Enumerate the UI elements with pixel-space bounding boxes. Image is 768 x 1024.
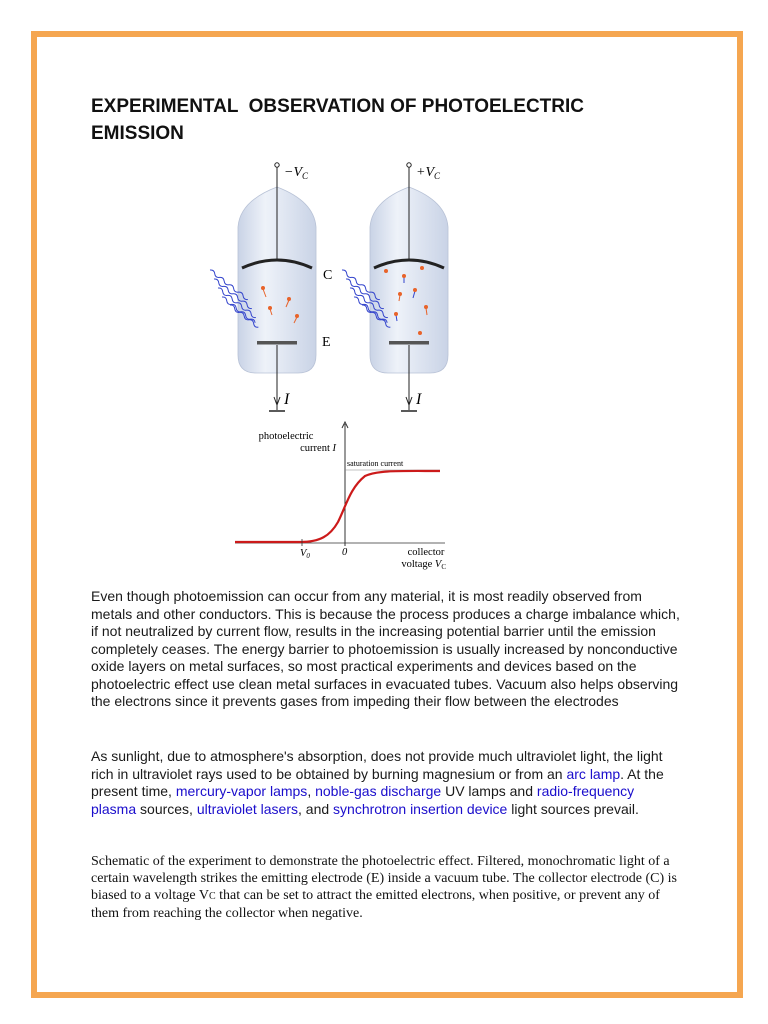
v0-label: V0 bbox=[300, 548, 310, 560]
x-axis-label-line1: collector bbox=[407, 547, 445, 558]
right-current-label: I bbox=[416, 391, 422, 408]
right-tube bbox=[341, 163, 448, 411]
paragraph-photoemission: Even though photoemission can occur from any material, it is most readily observed from metals and other conductors. This is because the process produces a charge imbalance which, if not neutralized by current flow, results in the increasing potential barrier until the emission completely ceases. The energy barrier to photoemission is usually increased by nonconductive oxide layers on metal surfaces, so most practical experiments and devices based on the photoelectric effect use clean metal surfaces in evacuated tubes. Vacuum also helps observing the electrons since it prevents gases from impeding their flow between the electrodes bbox=[91, 588, 680, 709]
x-axis-label-line2: voltage VC bbox=[401, 559, 446, 571]
link-synchrotron-insertion-device[interactable]: synchrotron insertion device bbox=[333, 800, 508, 817]
link-ultraviolet-lasers[interactable]: ultraviolet lasers bbox=[196, 800, 298, 817]
link-arc-lamp[interactable]: arc lamp bbox=[566, 765, 621, 782]
link-mercury-vapor-lamps[interactable]: mercury-vapor lamps bbox=[175, 783, 308, 799]
left-voltage-label: $-V_C$ bbox=[284, 165, 309, 181]
zero-label: 0 bbox=[342, 547, 348, 558]
figure-caption: Schematic of the experiment to demonstrate the photoelectric effect. Filtered, monochromatic light of a certain wavelength strikes the emitting electrode (E) inside a vacuum tube. The collector electrode (C) is biased to a voltage VC that can be set to attract the emitted electrons, when positive, or prevent any of them from reaching the collector when negative. bbox=[91, 854, 677, 921]
right-voltage-label: $+V_C$ bbox=[416, 165, 441, 181]
page-title: EXPERIMENTAL OBSERVATION OF PHOTOELECTRIC EMISSION bbox=[91, 96, 590, 144]
link-radio-frequency-plasma[interactable]: radio-frequency plasma bbox=[91, 783, 635, 817]
left-current-label: I bbox=[284, 391, 290, 408]
y-axis-label-line1: photoelectric bbox=[258, 431, 314, 442]
link-noble-gas-discharge[interactable]: noble-gas discharge bbox=[315, 783, 442, 799]
photocurrent-curve bbox=[235, 471, 440, 542]
current-voltage-graph bbox=[230, 418, 460, 576]
collector-label: C bbox=[323, 268, 333, 283]
left-tube bbox=[209, 163, 316, 411]
photoelectric-apparatus-diagram bbox=[200, 155, 480, 430]
saturation-current-label: saturation current bbox=[347, 459, 404, 468]
paragraph-light-sources: As sunlight, due to atmosphere's absorption, does not provide much ultraviolet light, the light rich in ultraviolet rays used to be obtained by burning magnesium or from an arc lamp. At the present time, mercury-vapor lamps, noble-gas discharge UV lamps and radio-frequency plasma sources, ultraviolet lasers, and synchrotron insertion device light sources prevail. bbox=[91, 748, 664, 817]
emitter-label: E bbox=[322, 335, 331, 350]
y-axis-label-line2: current I bbox=[300, 443, 336, 454]
